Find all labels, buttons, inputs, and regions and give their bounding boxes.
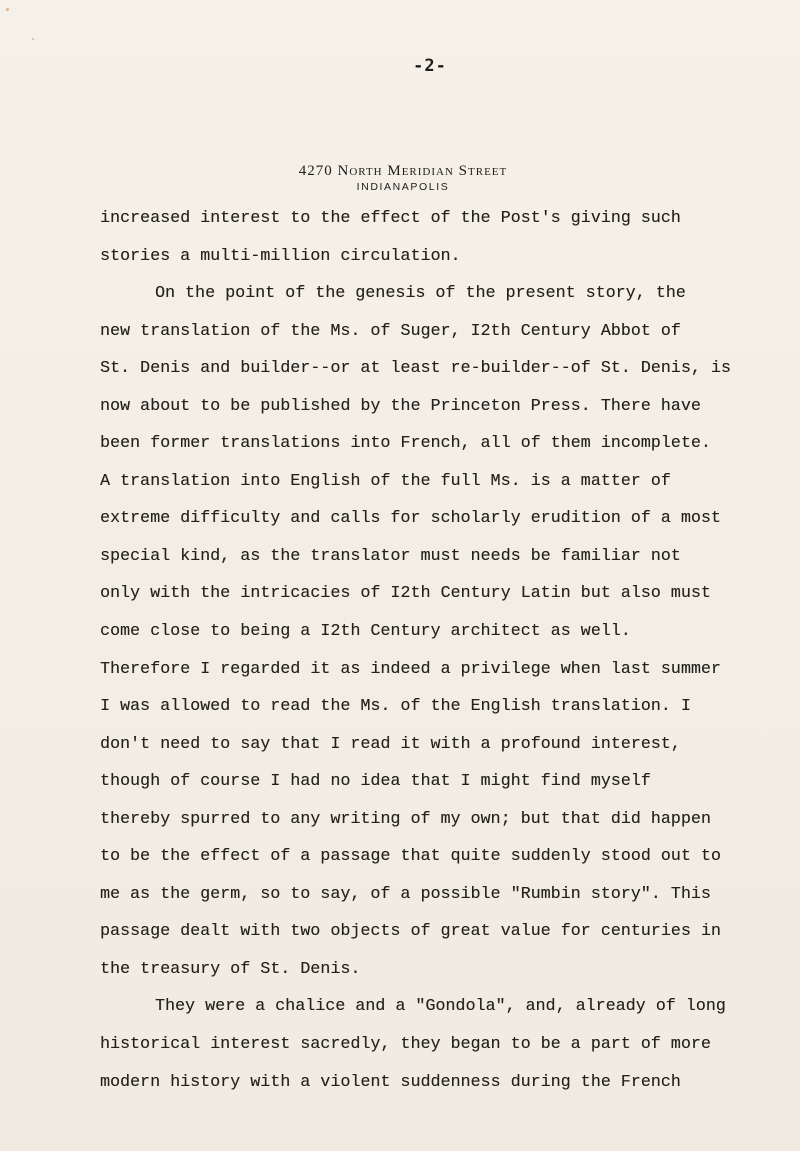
text-line: passage dealt with two objects of great value for centuries in (100, 922, 721, 942)
text-line: thereby spurred to any writing of my own; but that did happen (100, 809, 711, 829)
text-line: increased interest to the effect of the Post's giving such (100, 209, 681, 228)
paper-speck (32, 38, 34, 40)
text-line: extreme difficulty and calls for scholarly erudition of a most (100, 509, 721, 529)
text-line: On the point of the genesis of the present story, the (155, 284, 686, 304)
page-number: -2- (413, 56, 447, 76)
text-line: St. Denis and builder--or at least re-builder--of St. Denis, is (100, 359, 731, 379)
letterhead (0, 162, 800, 194)
typed-body-text (100, 207, 790, 1108)
text-line: historical interest sacredly, they began to be a part of more (100, 1035, 711, 1055)
text-line: new translation of the Ms. of Suger, I2th Century Abbot of (100, 321, 681, 341)
text-line: stories a multi-million circulation. (100, 246, 461, 266)
text-line: A translation into English of the full Ms. is a matter of (100, 471, 671, 491)
text-line: modern history with a violent suddenness during the French (100, 1072, 681, 1092)
text-line: to be the effect of a passage that quite suddenly stood out to (100, 847, 721, 867)
text-line: come close to being a I2th Century architect as well. (100, 622, 631, 642)
text-line: now about to be published by the Princeton Press. There have (100, 396, 701, 416)
text-line: me as the germ, so to say, of a possible "Rumbin story". This (100, 884, 711, 904)
text-line: Therefore I regarded it as indeed a privilege when last summer (100, 659, 721, 679)
text-line: the treasury of St. Denis. (100, 959, 361, 979)
paper-speck (6, 8, 9, 11)
text-line: only with the intricacies of I2th Century Latin but also must (100, 584, 711, 604)
text-line: don't need to say that I read it with a profound interest, (100, 734, 681, 754)
text-line: though of course I had no idea that I might find myself (100, 772, 651, 792)
text-line: They were a chalice and a "Gondola", and, already of long (155, 997, 726, 1017)
text-line: special kind, as the translator must needs be familiar not (100, 546, 681, 566)
letterhead-street: 4270 North Meridian Street (298, 163, 508, 179)
text-line: been former translations into French, all of them incomplete. (100, 434, 711, 454)
letterhead-city: INDIANAPOLIS (356, 181, 450, 193)
text-line: I was allowed to read the Ms. of the English translation. I (100, 697, 691, 717)
